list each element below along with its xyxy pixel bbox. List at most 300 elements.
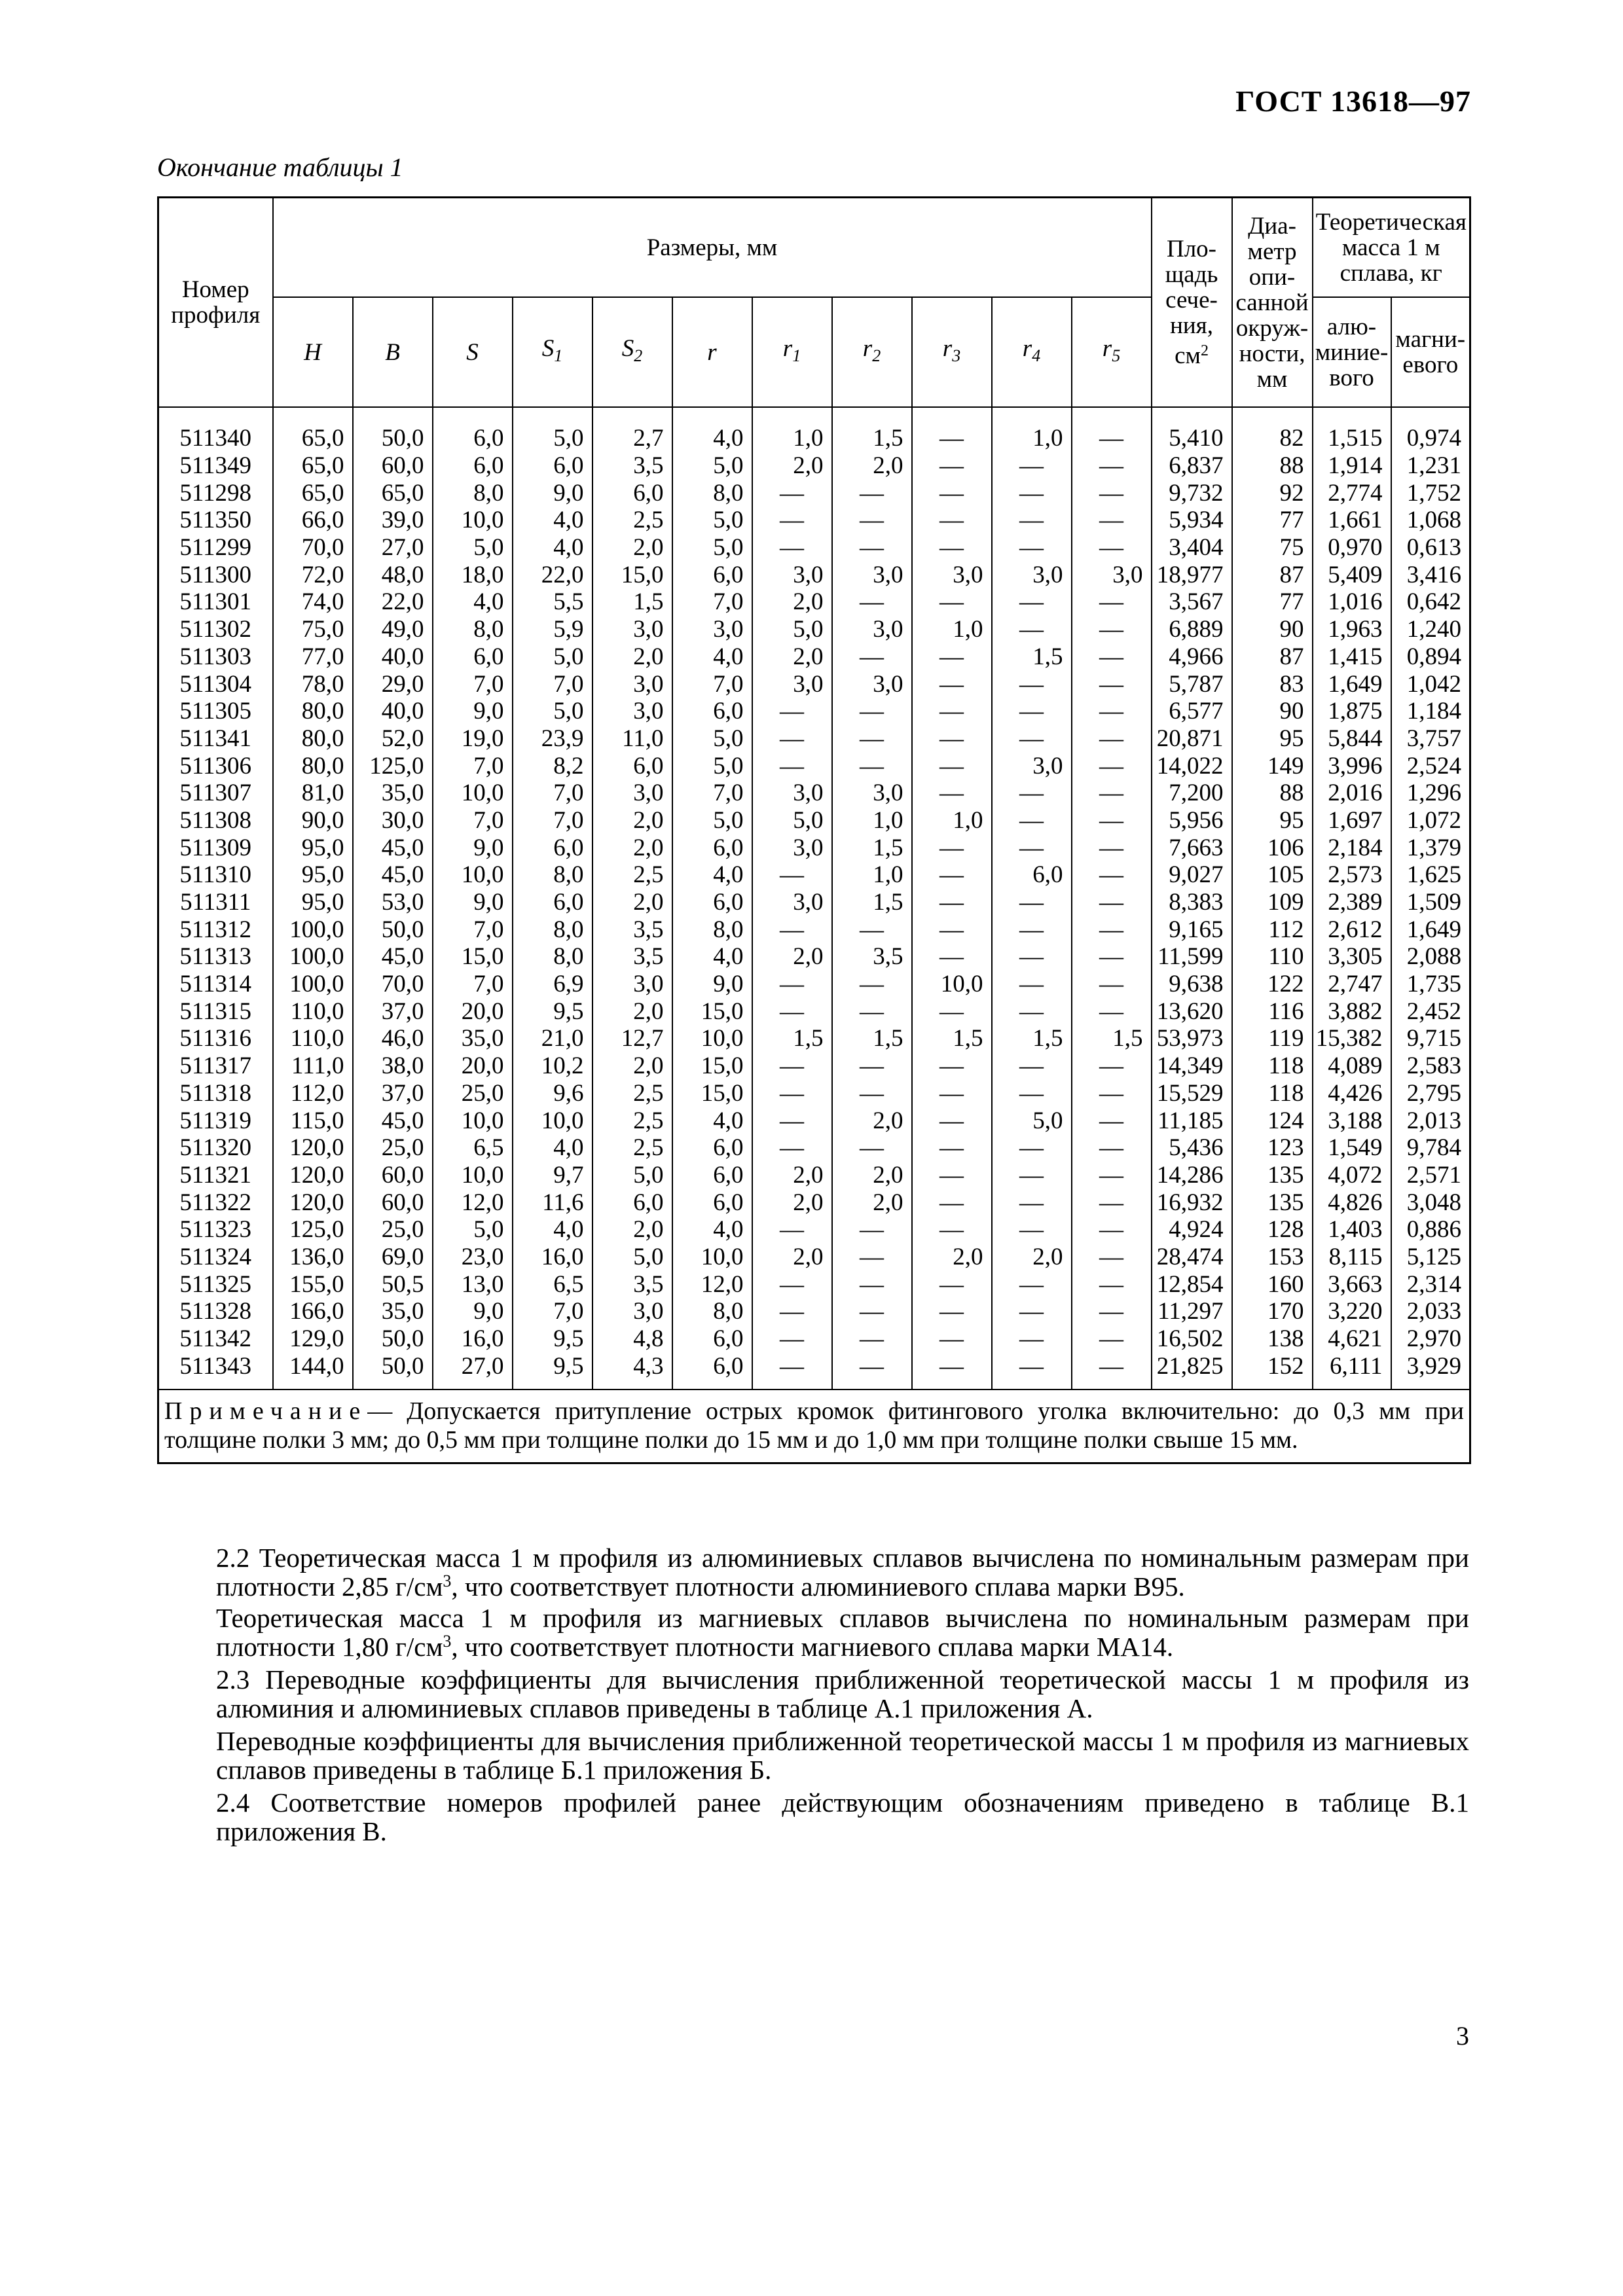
cell-r3: — [912, 861, 992, 889]
cell-S: 25,0 [433, 1080, 513, 1107]
cell-profile: 511300 [158, 561, 273, 588]
cell-S: 6,0 [433, 407, 513, 452]
cell-S: 7,0 [433, 752, 513, 780]
cell-S: 9,0 [433, 698, 513, 725]
cell-S1: 7,0 [513, 1298, 593, 1325]
cell-S2: 3,5 [593, 452, 672, 480]
table-row [158, 507, 1470, 534]
cell-mass-aluminum: 1,661 [1313, 507, 1391, 534]
cell-H: 166,0 [273, 1298, 353, 1325]
cell-r1: — [752, 725, 832, 753]
cell-S2: 3,5 [593, 916, 672, 943]
cell-mass-aluminum: 1,415 [1313, 643, 1391, 671]
cell-B: 60,0 [353, 452, 433, 480]
table-row [158, 889, 1470, 916]
header-theoretical-mass: Теоретическая масса 1 м сплава, кг [1313, 198, 1470, 298]
cell-diameter: 90 [1232, 616, 1313, 643]
cell-r2: 1,0 [832, 807, 912, 834]
cell-r2: — [832, 1298, 912, 1325]
table-row [158, 1325, 1470, 1353]
cell-diameter: 82 [1232, 407, 1313, 452]
cell-mass-aluminum: 15,382 [1313, 1025, 1391, 1052]
cell-r4: — [992, 807, 1072, 834]
cell-H: 100,0 [273, 916, 353, 943]
cell-mass-magnesium: 1,184 [1391, 698, 1470, 725]
cell-mass-magnesium: 1,240 [1391, 616, 1470, 643]
paragraph-magnesium-mass: Теоретическая масса 1 м профиля из магниевых сплавов вычислена по номинальным размерам при плотности 1,80 $г/см^3$, что соответствует плотности магниевого сплава марки МА14. [216, 1603, 1469, 1662]
cell-S2: 2,5 [593, 1107, 672, 1134]
cell-profile: 511318 [158, 1080, 273, 1107]
cell-area: 8,383 [1152, 889, 1232, 916]
cell-S: 10,0 [433, 780, 513, 807]
cell-diameter: 95 [1232, 725, 1313, 753]
cell-area: 9,165 [1152, 916, 1232, 943]
cell-r5: — [1072, 1352, 1152, 1390]
cell-S1: 5,0 [513, 698, 593, 725]
cell-S1: 9,5 [513, 1352, 593, 1390]
cell-area: 11,185 [1152, 1107, 1232, 1134]
cell-S: 6,0 [433, 452, 513, 480]
cell-H: 66,0 [273, 507, 353, 534]
cell-S: 5,0 [433, 1216, 513, 1244]
table-row [158, 1134, 1470, 1162]
cell-S: 9,0 [433, 889, 513, 916]
cell-area: 5,934 [1152, 507, 1232, 534]
cell-mass-magnesium: 2,970 [1391, 1325, 1470, 1353]
cell-r4: — [992, 507, 1072, 534]
cell-r: 5,0 [672, 807, 752, 834]
cell-mass-aluminum: 1,914 [1313, 452, 1391, 480]
cell-area: 16,932 [1152, 1189, 1232, 1216]
table-row [158, 752, 1470, 780]
cell-B: 22,0 [353, 588, 433, 616]
cell-mass-aluminum: 2,016 [1313, 780, 1391, 807]
cell-r4: — [992, 916, 1072, 943]
cell-S1: 6,0 [513, 452, 593, 480]
cell-S: 5,0 [433, 534, 513, 562]
cell-r4: — [992, 670, 1072, 698]
cell-diameter: 75 [1232, 534, 1313, 562]
cell-r: 10,0 [672, 1025, 752, 1052]
cell-S: 18,0 [433, 561, 513, 588]
cell-r2: — [832, 1244, 912, 1271]
cell-r5: — [1072, 1298, 1152, 1325]
cell-S2: 2,0 [593, 997, 672, 1025]
cell-r3: — [912, 780, 992, 807]
cell-H: 78,0 [273, 670, 353, 698]
header-r5: $r_5$ [1072, 297, 1152, 407]
cell-profile: 511302 [158, 616, 273, 643]
cell-S2: 2,0 [593, 1052, 672, 1080]
cell-H: 110,0 [273, 1025, 353, 1052]
header-aluminum: алю- миние- вого [1313, 297, 1391, 407]
cell-mass-magnesium: 2,013 [1391, 1107, 1470, 1134]
cell-diameter: 116 [1232, 997, 1313, 1025]
cell-r2: 2,0 [832, 1189, 912, 1216]
cell-area: 15,529 [1152, 1080, 1232, 1107]
cell-S: 27,0 [433, 1352, 513, 1390]
cell-S2: 3,5 [593, 943, 672, 971]
cell-r: 6,0 [672, 1162, 752, 1189]
cell-S: 6,0 [433, 643, 513, 671]
cell-r5: — [1072, 971, 1152, 998]
cell-r3: — [912, 725, 992, 753]
cell-S1: 4,0 [513, 534, 593, 562]
cell-H: 120,0 [273, 1189, 353, 1216]
cell-S1: 4,0 [513, 507, 593, 534]
cell-r1: — [752, 861, 832, 889]
cell-H: 65,0 [273, 452, 353, 480]
cell-r5: — [1072, 670, 1152, 698]
cell-H: 95,0 [273, 834, 353, 861]
cell-S1: 5,5 [513, 588, 593, 616]
cell-H: 100,0 [273, 943, 353, 971]
header-r1: $r_1$ [752, 297, 832, 407]
cell-r1: — [752, 1325, 832, 1353]
cell-r2: — [832, 698, 912, 725]
cell-S1: 5,9 [513, 616, 593, 643]
cell-profile: 511317 [158, 1052, 273, 1080]
cell-H: 81,0 [273, 780, 353, 807]
cell-area: 6,837 [1152, 452, 1232, 480]
cell-H: 72,0 [273, 561, 353, 588]
cell-r5: — [1072, 507, 1152, 534]
cell-r: 5,0 [672, 534, 752, 562]
cell-r3: — [912, 1270, 992, 1298]
cell-r1: — [752, 534, 832, 562]
cell-r2: 3,0 [832, 561, 912, 588]
cell-area: 14,286 [1152, 1162, 1232, 1189]
cell-r2: — [832, 752, 912, 780]
cell-diameter: 119 [1232, 1025, 1313, 1052]
cell-r4: 6,0 [992, 861, 1072, 889]
cell-r1: 1,5 [752, 1025, 832, 1052]
cell-r: 5,0 [672, 752, 752, 780]
cell-S1: 9,6 [513, 1080, 593, 1107]
cell-r2: — [832, 643, 912, 671]
cell-area: 18,977 [1152, 561, 1232, 588]
cell-profile: 511349 [158, 452, 273, 480]
cell-S2: 5,0 [593, 1244, 672, 1271]
cell-r4: 2,0 [992, 1244, 1072, 1271]
cell-S1: 6,0 [513, 834, 593, 861]
cell-B: 37,0 [353, 997, 433, 1025]
cell-mass-aluminum: 1,549 [1313, 1134, 1391, 1162]
cell-H: 77,0 [273, 643, 353, 671]
cell-diameter: 124 [1232, 1107, 1313, 1134]
cell-B: 48,0 [353, 561, 433, 588]
cell-mass-aluminum: 4,426 [1313, 1080, 1391, 1107]
cell-S2: 1,5 [593, 588, 672, 616]
cell-S2: 3,5 [593, 1270, 672, 1298]
cell-r4: — [992, 780, 1072, 807]
cell-r5: — [1072, 1216, 1152, 1244]
cell-r5: — [1072, 780, 1152, 807]
cell-mass-magnesium: 1,752 [1391, 479, 1470, 507]
header-r4: $r_4$ [992, 297, 1072, 407]
cell-r5: — [1072, 452, 1152, 480]
cell-S2: 2,0 [593, 807, 672, 834]
cell-H: 155,0 [273, 1270, 353, 1298]
cell-S1: 4,0 [513, 1134, 593, 1162]
cell-r4: — [992, 698, 1072, 725]
cell-r4: — [992, 725, 1072, 753]
cell-mass-aluminum: 5,844 [1313, 725, 1391, 753]
cell-B: 50,0 [353, 916, 433, 943]
note-text: — Допускается притупление острых кромок фитингового уголка включительно: до 0,3 мм при толщине полки 3 мм; до 0,5 мм при толщине полки до 15 мм и до 1,0 мм при толщине полки свыше 15 мм. [164, 1397, 1465, 1454]
cell-diameter: 122 [1232, 971, 1313, 998]
paragraph-2-4: 2.4 Соответствие номеров профилей ранее действующим обозначениям приведено в таблице В.1 приложения В. [216, 1787, 1469, 1846]
cell-r4: 1,5 [992, 1025, 1072, 1052]
cell-r2: — [832, 1134, 912, 1162]
cell-profile: 511315 [158, 997, 273, 1025]
cell-area: 5,436 [1152, 1134, 1232, 1162]
cell-mass-magnesium: 2,088 [1391, 943, 1470, 971]
cell-r1: — [752, 971, 832, 998]
cell-area: 4,966 [1152, 643, 1232, 671]
cell-r4: — [992, 971, 1072, 998]
cell-profile: 511312 [158, 916, 273, 943]
cell-S1: 23,9 [513, 725, 593, 753]
cell-r1: 3,0 [752, 670, 832, 698]
cell-mass-aluminum: 1,515 [1313, 407, 1391, 452]
cell-r: 6,0 [672, 1352, 752, 1390]
cell-area: 5,787 [1152, 670, 1232, 698]
table-row [158, 588, 1470, 616]
cell-B: 40,0 [353, 698, 433, 725]
cell-mass-aluminum: 3,220 [1313, 1298, 1391, 1325]
cell-profile: 511311 [158, 889, 273, 916]
cell-mass-aluminum: 2,612 [1313, 916, 1391, 943]
cell-r2: 3,0 [832, 670, 912, 698]
cell-B: 125,0 [353, 752, 433, 780]
table-row [158, 616, 1470, 643]
cell-r1: — [752, 1134, 832, 1162]
table-row [158, 1298, 1470, 1325]
cell-r5: — [1072, 752, 1152, 780]
table-row [158, 997, 1470, 1025]
cell-mass-magnesium: 0,886 [1391, 1216, 1470, 1244]
table-row [158, 1025, 1470, 1052]
cell-r5: — [1072, 1080, 1152, 1107]
cell-r4: — [992, 534, 1072, 562]
cell-area: 4,924 [1152, 1216, 1232, 1244]
cell-S2: 3,0 [593, 670, 672, 698]
header-r: r [672, 297, 752, 407]
cell-diameter: 87 [1232, 561, 1313, 588]
cell-B: 50,0 [353, 1352, 433, 1390]
cell-r2: — [832, 588, 912, 616]
cell-B: 69,0 [353, 1244, 433, 1271]
cell-mass-aluminum: 2,184 [1313, 834, 1391, 861]
cell-H: 136,0 [273, 1244, 353, 1271]
table-row [158, 725, 1470, 753]
cell-diameter: 88 [1232, 452, 1313, 480]
cell-r4: — [992, 616, 1072, 643]
cell-r5: — [1072, 997, 1152, 1025]
cell-S: 9,0 [433, 1298, 513, 1325]
cell-r5: — [1072, 943, 1152, 971]
cell-r3: — [912, 534, 992, 562]
cell-r4: — [992, 943, 1072, 971]
cell-r3: — [912, 1162, 992, 1189]
cell-B: 50,5 [353, 1270, 433, 1298]
cell-H: 120,0 [273, 1134, 353, 1162]
cell-H: 129,0 [273, 1325, 353, 1353]
cell-r1: 2,0 [752, 452, 832, 480]
cell-B: 49,0 [353, 616, 433, 643]
cell-r3: — [912, 1107, 992, 1134]
cell-B: 35,0 [353, 1298, 433, 1325]
cell-mass-aluminum: 3,663 [1313, 1270, 1391, 1298]
cell-area: 6,577 [1152, 698, 1232, 725]
cell-r1: 2,0 [752, 643, 832, 671]
cell-profile: 511299 [158, 534, 273, 562]
cell-S1: 6,0 [513, 889, 593, 916]
cell-r5: — [1072, 916, 1152, 943]
cell-S1: 11,6 [513, 1189, 593, 1216]
cell-r: 4,0 [672, 1107, 752, 1134]
table-row [158, 407, 1470, 452]
cell-S: 20,0 [433, 997, 513, 1025]
cell-r3: — [912, 834, 992, 861]
cell-r3: — [912, 643, 992, 671]
cell-mass-magnesium: 0,974 [1391, 407, 1470, 452]
table-row [158, 452, 1470, 480]
table-row [158, 971, 1470, 998]
cell-S: 10,0 [433, 1107, 513, 1134]
cell-S2: 12,7 [593, 1025, 672, 1052]
cell-r3: 10,0 [912, 971, 992, 998]
cell-r: 4,0 [672, 643, 752, 671]
cell-r3: — [912, 916, 992, 943]
cell-mass-aluminum: 3,305 [1313, 943, 1391, 971]
cell-area: 16,502 [1152, 1325, 1232, 1353]
cell-S1: 5,0 [513, 643, 593, 671]
cell-r4: — [992, 1162, 1072, 1189]
cell-r1: — [752, 1352, 832, 1390]
cell-profile: 511309 [158, 834, 273, 861]
cell-mass-aluminum: 3,882 [1313, 997, 1391, 1025]
cell-r5: — [1072, 588, 1152, 616]
cell-S: 4,0 [433, 588, 513, 616]
cell-S1: 9,5 [513, 1325, 593, 1353]
cell-r5: — [1072, 407, 1152, 452]
cell-mass-aluminum: 1,697 [1313, 807, 1391, 834]
cell-diameter: 149 [1232, 752, 1313, 780]
cell-diameter: 88 [1232, 780, 1313, 807]
cell-r5: — [1072, 534, 1152, 562]
cell-profile: 511321 [158, 1162, 273, 1189]
cell-diameter: 170 [1232, 1298, 1313, 1325]
cell-r4: — [992, 1270, 1072, 1298]
table-row [158, 479, 1470, 507]
cell-S: 8,0 [433, 479, 513, 507]
cell-B: 29,0 [353, 670, 433, 698]
cell-diameter: 109 [1232, 889, 1313, 916]
cell-r3: — [912, 670, 992, 698]
cell-r: 8,0 [672, 479, 752, 507]
cell-S2: 2,7 [593, 407, 672, 452]
cell-r4: — [992, 997, 1072, 1025]
cell-S1: 21,0 [513, 1025, 593, 1052]
cell-mass-magnesium: 2,524 [1391, 752, 1470, 780]
cell-area: 28,474 [1152, 1244, 1232, 1271]
cell-S1: 7,0 [513, 780, 593, 807]
cell-r2: — [832, 1052, 912, 1080]
cell-r1: — [752, 1080, 832, 1107]
table-row [158, 1107, 1470, 1134]
cell-S2: 2,5 [593, 861, 672, 889]
cell-mass-aluminum: 8,115 [1313, 1244, 1391, 1271]
cell-mass-magnesium: 2,452 [1391, 997, 1470, 1025]
cell-diameter: 77 [1232, 507, 1313, 534]
cell-r2: — [832, 479, 912, 507]
cell-B: 30,0 [353, 807, 433, 834]
cell-area: 11,599 [1152, 943, 1232, 971]
cell-S: 23,0 [433, 1244, 513, 1271]
cell-area: 7,663 [1152, 834, 1232, 861]
cell-area: 3,404 [1152, 534, 1232, 562]
cell-H: 80,0 [273, 698, 353, 725]
cell-profile: 511319 [158, 1107, 273, 1134]
header-H: H [273, 297, 353, 407]
cell-r3: — [912, 407, 992, 452]
cell-r: 12,0 [672, 1270, 752, 1298]
cell-H: 112,0 [273, 1080, 353, 1107]
cell-S1: 8,0 [513, 861, 593, 889]
cell-mass-magnesium: 0,642 [1391, 588, 1470, 616]
cell-r4: 1,0 [992, 407, 1072, 452]
cell-r5: — [1072, 889, 1152, 916]
cell-mass-aluminum: 1,875 [1313, 698, 1391, 725]
cell-r2: 1,5 [832, 407, 912, 452]
cell-B: 50,0 [353, 407, 433, 452]
cell-B: 65,0 [353, 479, 433, 507]
cell-r: 6,0 [672, 561, 752, 588]
cell-S: 10,0 [433, 861, 513, 889]
cell-r: 9,0 [672, 971, 752, 998]
cell-mass-aluminum: 2,573 [1313, 861, 1391, 889]
cell-S1: 6,9 [513, 971, 593, 998]
table-row [158, 1244, 1470, 1271]
cell-B: 40,0 [353, 643, 433, 671]
cell-r3: — [912, 889, 992, 916]
table-row [158, 1270, 1470, 1298]
document-code: ГОСТ 13618—97 [1235, 84, 1471, 118]
cell-r3: — [912, 1298, 992, 1325]
cell-H: 90,0 [273, 807, 353, 834]
cell-r5: — [1072, 861, 1152, 889]
cell-profile: 511310 [158, 861, 273, 889]
cell-mass-magnesium: 1,379 [1391, 834, 1470, 861]
cell-mass-aluminum: 1,963 [1313, 616, 1391, 643]
cell-S2: 2,5 [593, 1134, 672, 1162]
cell-r: 6,0 [672, 1325, 752, 1353]
cell-S1: 8,0 [513, 943, 593, 971]
cell-mass-magnesium: 3,416 [1391, 561, 1470, 588]
cell-r4: 3,0 [992, 561, 1072, 588]
cell-r: 10,0 [672, 1244, 752, 1271]
cell-r3: — [912, 698, 992, 725]
cell-r: 6,0 [672, 834, 752, 861]
table-row [158, 861, 1470, 889]
cell-S2: 2,5 [593, 507, 672, 534]
cell-r3: 1,0 [912, 807, 992, 834]
cell-mass-magnesium: 1,649 [1391, 916, 1470, 943]
cell-r4: — [992, 588, 1072, 616]
cell-r4: 1,5 [992, 643, 1072, 671]
